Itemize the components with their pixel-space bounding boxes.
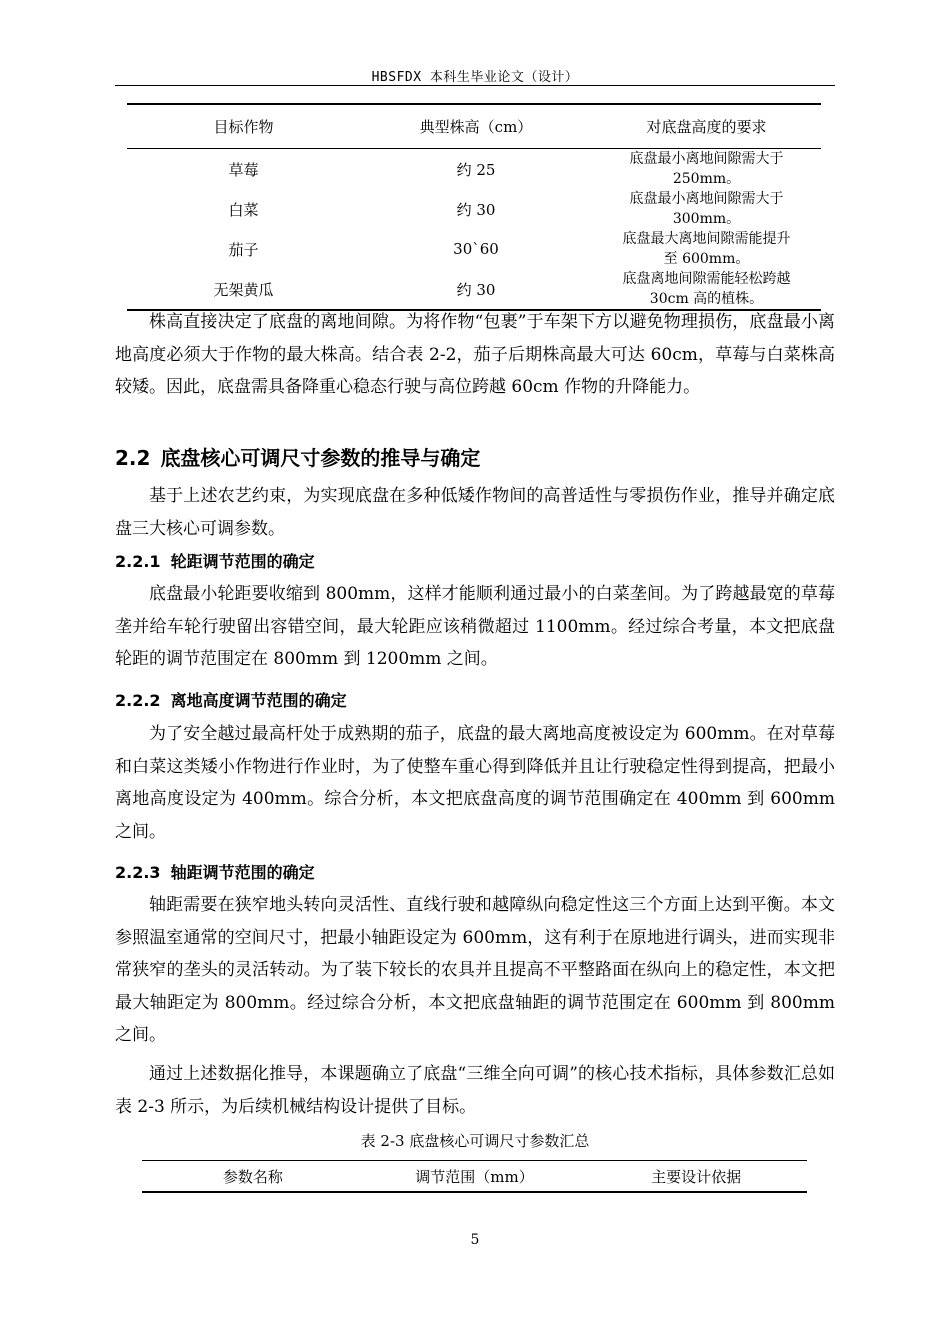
cell-line: 底盘最大离地间隙需能提升	[622, 231, 791, 247]
cell-line: 30cm 高的植株。	[649, 291, 764, 307]
section-title: 轮距调节范围的确定	[170, 552, 315, 571]
paragraph: 基于上述农艺约束，为实现底盘在多种低矮作物间的高普适性与零损伤作业，推导并确定底盘三大核心可调参数。	[115, 486, 835, 539]
column-header: 目标作物	[213, 118, 274, 136]
table-cell	[592, 149, 821, 190]
paragraph: 通过上述数据化推导，本课题确立了底盘“三维全向可调”的核心技术指标，具体参数汇总如表 2-3 所示，为后续机械结构设计提供了目标。	[115, 1064, 835, 1117]
table-header-row	[127, 104, 821, 149]
cell-line: 250mm。	[672, 171, 741, 187]
section-title: 轴距调节范围的确定	[170, 863, 315, 882]
paragraph: 底盘最小轮距要收缩到 800mm，这样才能顺利通过最小的白菜垄间。为了跨越最宽的草莓垄并给车轮行驶留出容错空间，最大轮距应该稍微超过 1100mm。经过综合考量，本文把底盘轮距的调节范围定在 800mm 到 1200mm 之间。	[115, 584, 835, 669]
paragraph: 轴距需要在狭窄地头转向灵活性、直线行驶和越障纵向稳定性这三个方面上达到平衡。本文参照温室通常的空间尺寸，把最小轴距设定为 600mm，这有利于在原地进行调头，进而实现非常狭窄的垄头的灵活转动。为了装下较长的农具并且提高不平整路面在纵向上的稳定性，本文把最大轴距定为 800mm。经过综合分析，本文把底盘轴距的调节范围定在 600mm 到 800mm 之间。	[115, 895, 835, 1045]
table-cell: 茄子	[228, 240, 259, 259]
column-header: 调节范围（mm）	[415, 1167, 534, 1186]
table-cell: 无架黄瓜	[213, 280, 274, 299]
table-caption: 表 2-3 底盘核心可调尺寸参数汇总	[360, 1132, 590, 1150]
column-header: 典型株高（cm）	[419, 118, 533, 136]
section-number: 2.2	[115, 446, 151, 470]
subsection-heading	[115, 860, 315, 883]
table-row	[127, 189, 821, 229]
table-cell: 30`60	[453, 240, 499, 258]
table-cell	[592, 229, 821, 269]
section-number: 2.2.2	[115, 691, 161, 710]
section-number: 2.2.1	[115, 552, 161, 571]
cell-line: 底盘离地间隙需能轻松跨越	[622, 271, 791, 287]
table-cell: 白菜	[228, 200, 259, 219]
column-header: 参数名称	[222, 1167, 283, 1186]
crop-height-table	[127, 103, 821, 311]
paragraph: 为了安全越过最高杆处于成熟期的茄子，底盘的最大离地高度被设定为 600mm。在对草莓和白菜这类矮小作物进行作业时，为了使整车重心得到降低并且让行驶稳定性得到提高，把最小离地高度设定为 400mm。综合分析，本文把底盘高度的调节范围确定在 400mm 到 600mm 之间。	[115, 724, 835, 842]
column-header: 主要设计依据	[651, 1167, 742, 1186]
subsection-heading	[115, 549, 315, 572]
cell-line: 至 600mm。	[663, 251, 750, 267]
table-row	[127, 269, 821, 310]
section-heading	[115, 442, 480, 471]
table-cell	[592, 189, 821, 229]
running-header: HBSFDX 本科生毕业论文（设计）	[371, 70, 579, 85]
table-row	[127, 229, 821, 269]
paragraph: 株高直接决定了底盘的离地间隙。为将作物“包裹”于车架下方以避免物理损伤，底盘最小离地高度必须大于作物的最大株高。结合表 2-2，茄子后期株高最大可达 60cm，草莓与白菜株高较矮。因此，底盘需具备降重心稳态行驶与高位跨越 60cm 作物的升降能力。	[115, 312, 835, 397]
page-number: 5	[470, 1232, 480, 1248]
cell-line: 300mm。	[672, 211, 741, 227]
table-cell: 约 25	[456, 160, 496, 179]
section-number: 2.2.3	[115, 863, 161, 882]
column-header: 对底盘高度的要求	[646, 118, 767, 136]
table-cell: 约 30	[456, 280, 496, 299]
table-header-row	[142, 1161, 807, 1193]
parameter-summary-table	[142, 1160, 807, 1193]
subsection-heading	[115, 688, 347, 711]
table-row	[127, 149, 821, 190]
table-cell	[592, 269, 821, 310]
cell-line: 底盘最小离地间隙需大于	[629, 151, 784, 167]
cell-line: 底盘最小离地间隙需大于	[629, 191, 784, 207]
table-cell: 约 30	[456, 200, 496, 219]
section-title: 底盘核心可调尺寸参数的推导与确定	[160, 446, 481, 470]
header-rule	[115, 85, 835, 86]
table-cell: 草莓	[228, 160, 259, 179]
section-title: 离地高度调节范围的确定	[170, 691, 347, 710]
